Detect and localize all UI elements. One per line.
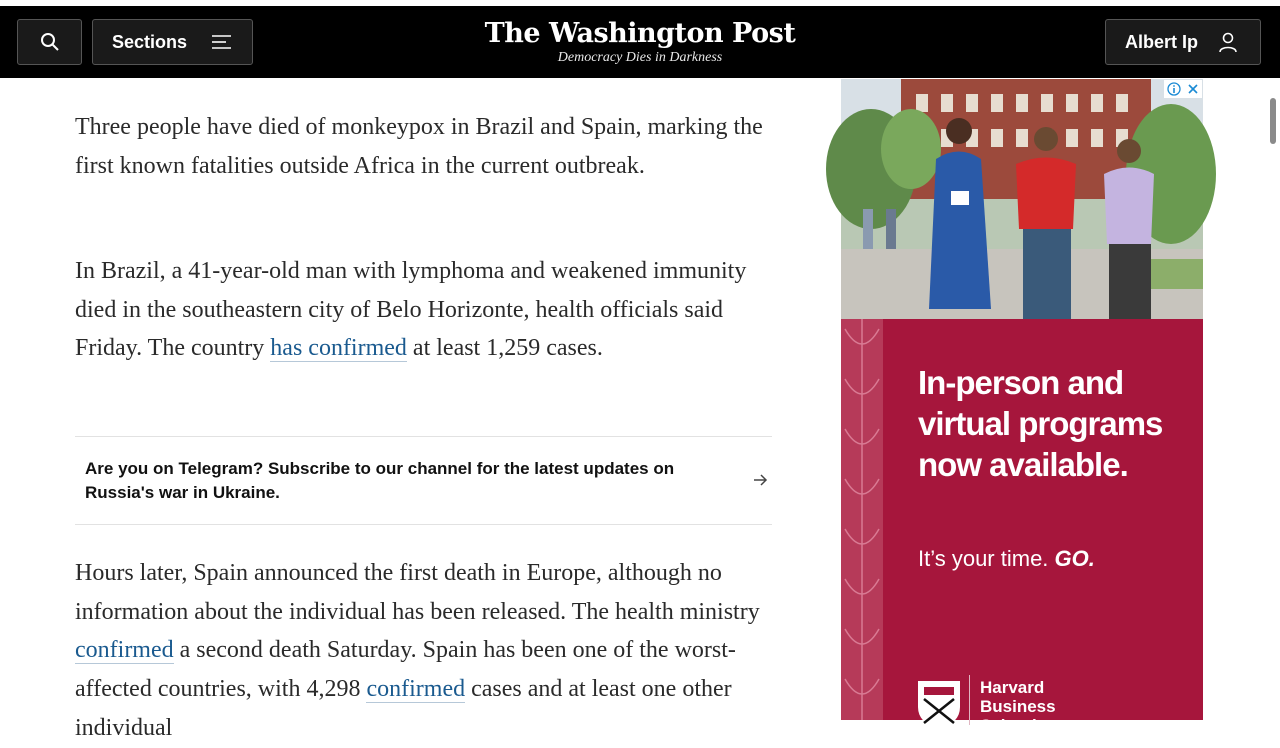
brand-line: Business — [980, 697, 1056, 716]
paragraph-text: In Brazil, a 41-year-old man with lymphoma and weakened immunity died in the southeastern city of Belo Horizonte, health officials said Friday. The country — [75, 258, 747, 362]
sections-label: Sections — [112, 31, 188, 52]
info-icon[interactable] — [1167, 82, 1181, 96]
masthead[interactable] — [440, 18, 840, 66]
article-body — [75, 78, 775, 741]
ad-brand-name — [980, 678, 1056, 735]
ad-choices[interactable] — [1164, 80, 1202, 98]
brand-line: School — [980, 716, 1037, 735]
telegram-promo[interactable] — [75, 436, 772, 525]
ad-headline: In-person and virtual programs now available. — [918, 364, 1163, 483]
paragraph-text: cases and at least one other individual — [75, 676, 732, 741]
paragraph-text: Hours later, Spain announced the first death in Europe, although no information about the individual has been released. The health ministry — [75, 560, 760, 625]
ad-photo-students — [841, 79, 1203, 319]
harvard-shield-icon — [916, 679, 962, 731]
ad-cta-go: GO. — [1054, 546, 1095, 571]
confirmed-cases-link[interactable]: confirmed — [366, 676, 466, 703]
confirmed-link[interactable]: confirmed — [75, 637, 174, 664]
article-paragraph — [75, 252, 775, 368]
scrollbar-thumb[interactable] — [1270, 98, 1276, 144]
ad-cta-text: It’s your time. — [918, 546, 1055, 571]
harvard-ad[interactable] — [841, 79, 1203, 735]
paragraph-text: at least 1,259 cases. — [406, 335, 603, 362]
site-tagline: Democracy Dies in Darkness — [557, 50, 723, 65]
sections-button[interactable] — [92, 19, 253, 65]
ad-decorative-pattern — [841, 319, 883, 720]
site-header — [0, 6, 1280, 78]
arrow-right-icon — [752, 472, 768, 488]
menu-icon — [211, 34, 233, 50]
article-paragraph — [75, 554, 775, 748]
telegram-promo-text: Are you on Telegram? Subscribe to our channel for the latest updates on Russia's war in Ukraine. — [85, 459, 675, 502]
account-button[interactable] — [1105, 19, 1261, 65]
close-icon[interactable] — [1187, 83, 1199, 95]
site-logo[interactable]: The Washington Post — [484, 18, 796, 49]
page-scrollbar[interactable] — [1266, 78, 1280, 720]
brand-line: Harvard — [980, 678, 1045, 697]
ad-call-to-action — [918, 545, 1095, 573]
search-button[interactable] — [17, 19, 82, 65]
account-name: Albert Ip — [1125, 31, 1199, 52]
article-paragraph: Three people have died of monkeypox in Brazil and Spain, marking the first known fatalities outside Africa in the current outbreak. — [75, 114, 763, 179]
ad-logo-divider — [969, 675, 970, 725]
user-icon — [1217, 31, 1239, 53]
has-confirmed-link[interactable]: has confirmed — [270, 335, 407, 362]
paragraph-text: a second death Saturday. Spain has been one of the worst-affected countries, with 4,298 — [75, 637, 736, 703]
search-icon — [40, 32, 60, 52]
